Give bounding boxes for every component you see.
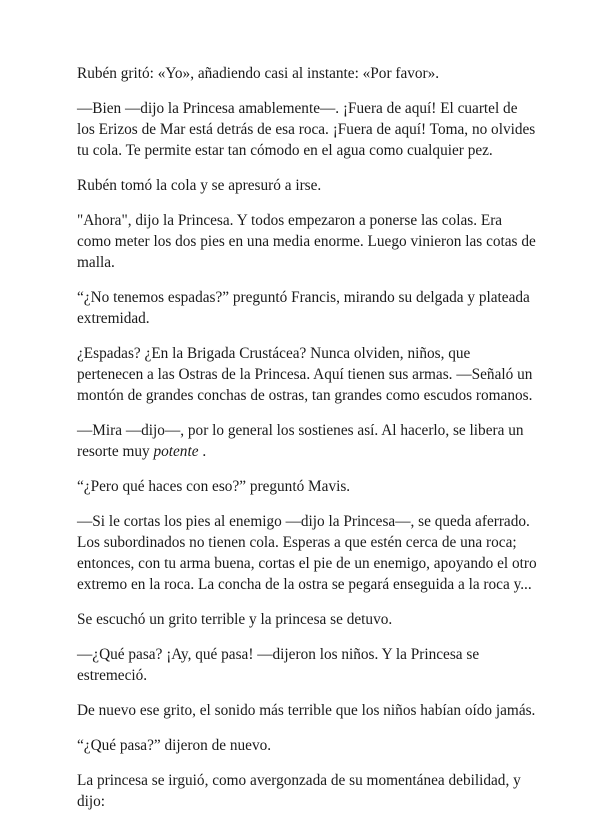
paragraph-6: ¿Espadas? ¿En la Brigada Crustácea? Nunca olviden, niños, que pertenecen a las Ostras de la Princesa. Aquí tienen sus armas. —Señaló un montón de grandes conchas de ostras, tan grandes como escudos romanos. (77, 345, 533, 404)
emphasis-potente: potente (153, 443, 199, 460)
paragraph-7-end: . (198, 443, 207, 460)
paragraph-12: De nuevo ese grito, el sonido más terrible que los niños habían oído jamás. (77, 702, 536, 719)
paragraph-5: “¿No tenemos espadas?” preguntó Francis, mirando su delgada y plateada extremidad. (77, 289, 530, 327)
paragraph-7 (77, 420, 537, 462)
paragraph-1: Rubén gritó: «Yo», añadiendo casi al instante: «Por favor». (77, 65, 440, 82)
paragraph-9: —Si le cortas los pies al enemigo —dijo la Princesa—, se queda aferrado. Los subordinados no tienen cola. Esperas a que estén cerca de una roca; entonces, con tu arma buena, cortas el pie de un enemigo, apoyando el otro extremo en la roca. La concha de la ostra se pegará enseguida a la roca y... (77, 513, 537, 593)
paragraph-2: —Bien —dijo la Princesa amablemente—. ¡Fuera de aquí! El cuartel de los Erizos de Mar está detrás de esa roca. ¡Fuera de aquí! Toma, no olvides tu cola. Te permite estar tan cómodo en el agua como cualquier pez. (77, 100, 536, 159)
paragraph-7-start: —Mira —dijo—, por lo general los sostienes así. Al hacerlo, se libera un resorte muy (77, 422, 524, 460)
paragraph-3: Rubén tomó la cola y se apresuró a irse. (77, 177, 322, 194)
body-text (77, 63, 537, 826)
paragraph-11: —¿Qué pasa? ¡Ay, qué pasa! —dijeron los niños. Y la Princesa se estremeció. (77, 646, 480, 684)
paragraph-4: "Ahora", dijo la Princesa. Y todos empezaron a ponerse las colas. Era como meter los dos pies en una media enorme. Luego vinieron las cotas de malla. (77, 212, 536, 271)
paragraph-13: “¿Qué pasa?” dijeron de nuevo. (77, 737, 272, 754)
paragraph-10: Se escuchó un grito terrible y la princesa se detuvo. (77, 611, 393, 628)
paragraph-14: La princesa se irguió, como avergonzada de su momentánea debilidad, y dijo: (77, 772, 521, 810)
paragraph-8: “¿Pero qué haces con eso?” preguntó Mavis. (77, 478, 351, 495)
